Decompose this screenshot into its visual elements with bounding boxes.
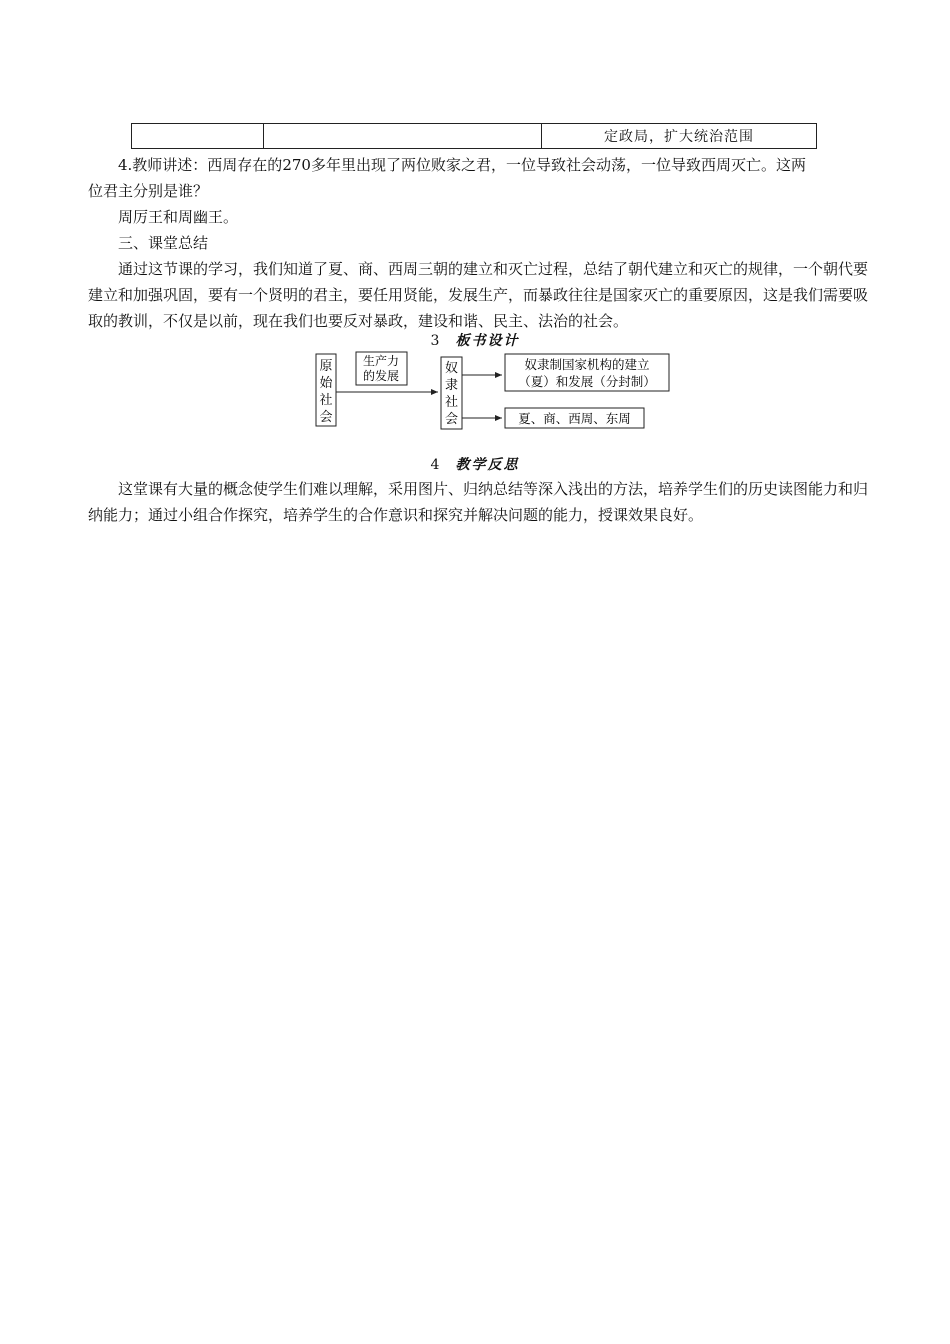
section-heading-summary: 三、课堂总结: [118, 234, 209, 252]
question-line-2: 位君主分别是谁？: [88, 182, 209, 200]
table-cell-empty-1: [132, 124, 264, 148]
reflection-paragraph: 这堂课有大量的概念使学生们难以理解，采用图片、归纳总结等深入浅出的方法，培养学生们的历史读图能力和归纳能力；通过小组合作探究，培养学生的合作意识和探究并解决问题的能力，授课效果良好。: [88, 480, 869, 524]
answer-text: 周厉王和周幽王。: [118, 208, 239, 226]
dynasties-text: 夏、商、西周、东周: [518, 411, 631, 426]
productivity-line-2: 的发展: [362, 369, 400, 383]
reflection-title: 教学反思: [455, 457, 520, 473]
board-diagram: [0, 350, 950, 440]
primitive-society-box: [316, 354, 336, 426]
table-cell-empty-2: [264, 124, 542, 148]
slave-char-2: 隶: [444, 378, 459, 393]
slave-char-1: 奴: [444, 361, 459, 376]
board-design-number: 3: [430, 333, 442, 349]
summary-paragraph: 通过这节课的学习，我们知道了夏、商、西周三朝的建立和灭亡过程，总结了朝代建立和灭亡的规律，一个朝代要建立和加强巩固，要有一个贤明的君主，要任用贤能，发展生产，而暴政往往是国家灭亡的重要原因，这是我们需要吸取的教训，不仅是以前，现在我们也要反对暴政，建设和谐、民主、法治的社会。: [88, 260, 869, 330]
state-line-1: 奴隶制国家机构的建立: [524, 357, 650, 372]
primitive-char-1: 原: [319, 359, 333, 374]
productivity-line-1: 生产力: [362, 354, 400, 368]
board-design-title: 板书设计: [455, 333, 520, 349]
slave-society-box: [441, 357, 462, 429]
slave-char-4: 会: [444, 412, 459, 427]
question-line-1: 4.教师讲述：西周存在的270多年里出现了两位败家之君，一位导致社会动荡，一位导致西周灭亡。这两: [118, 156, 806, 174]
reflection-number: 4: [430, 457, 442, 473]
board-design-heading: [0, 330, 950, 350]
state-institution-box: [505, 354, 669, 391]
primitive-char-4: 会: [319, 410, 333, 425]
table-cell-text: 定政局，扩大统治范围: [604, 129, 754, 145]
primitive-char-3: 社: [319, 393, 333, 408]
primitive-char-2: 始: [319, 376, 333, 391]
reflection-heading: [0, 454, 950, 474]
productivity-box: [356, 352, 407, 385]
dynasties-box: [505, 408, 644, 428]
slave-char-3: 社: [444, 395, 459, 410]
state-line-2: （夏）和发展（分封制）: [518, 374, 656, 389]
table-last-row: [131, 123, 817, 149]
